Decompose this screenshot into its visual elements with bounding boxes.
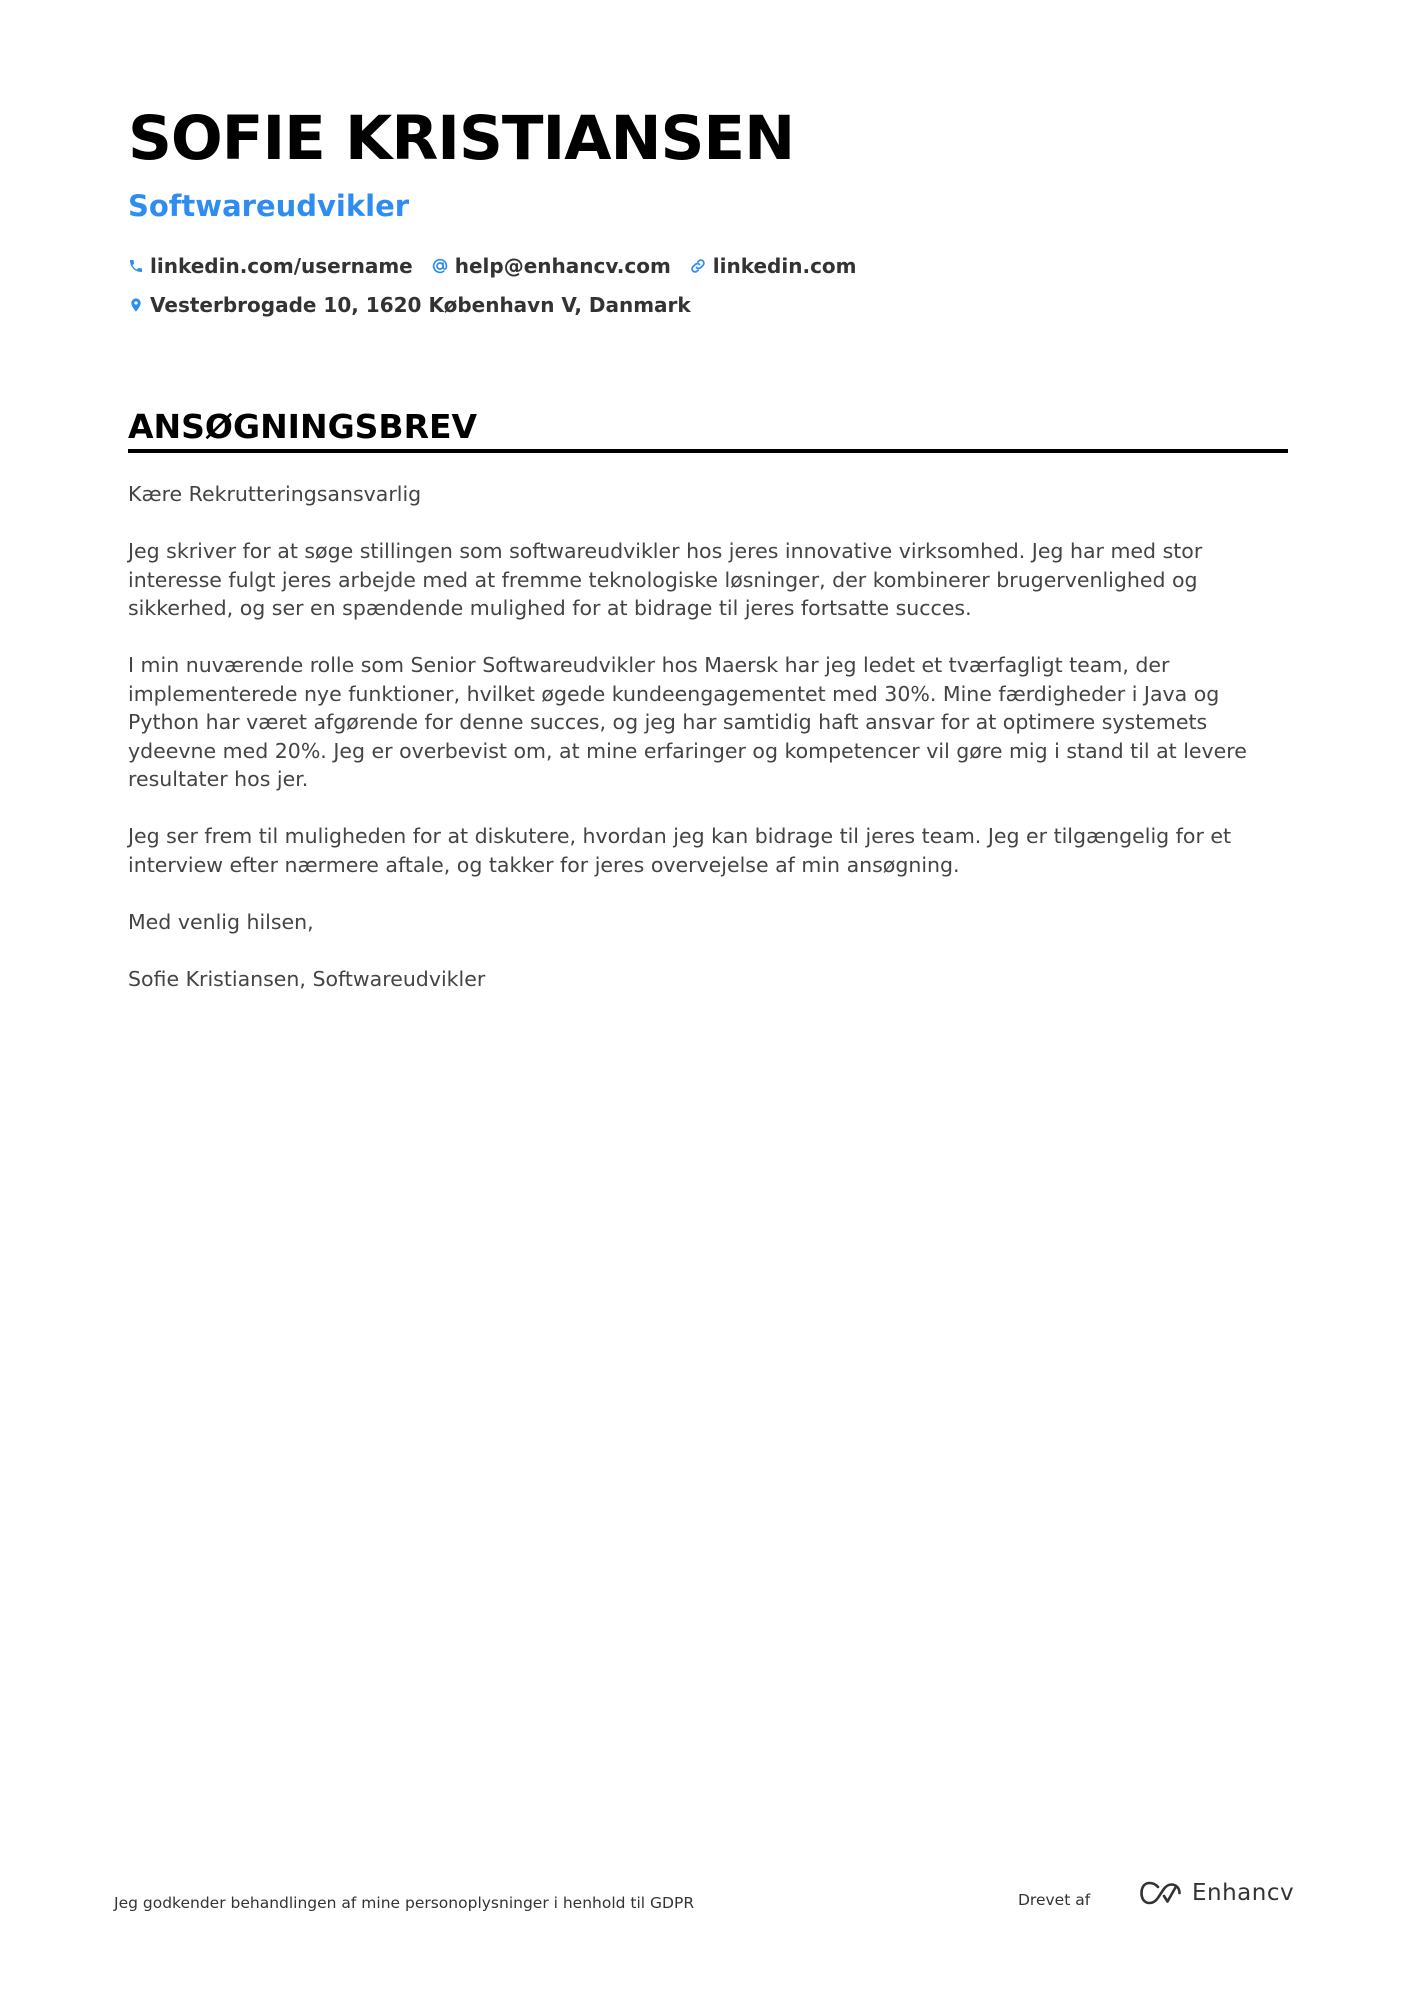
contact-email[interactable] bbox=[431, 254, 671, 278]
contact-location bbox=[128, 293, 691, 317]
contact-row-primary bbox=[128, 254, 857, 278]
enhancv-logo-text: Enhancv bbox=[1192, 1880, 1295, 1906]
enhancv-logo-icon bbox=[1138, 1880, 1184, 1906]
at-icon bbox=[431, 257, 449, 275]
powered-by-label: Drevet af bbox=[1018, 1891, 1091, 1909]
phone-icon bbox=[128, 258, 144, 274]
letter-greeting: Kære Rekrutteringsansvarlig bbox=[128, 482, 422, 506]
gdpr-consent: Jeg godkender behandlingen af mine personoplysninger i henhold til GDPR bbox=[114, 1894, 695, 1912]
section-title: ANSØGNINGSBREV bbox=[128, 407, 478, 446]
letter-paragraph: I min nuværende rolle som Senior Softwareudvikler hos Maersk har jeg ledet et tværfagligt team, der implementerede nye funktioner, hvilket øgede kundeengagementet med 30%. Mine færdigheder i Java og Python har været afgørende for denne succes, og jeg har samtidig haft ansvar for at optimere systemets ydeevne med 20%. Jeg er overbevist om, at mine erfaringer og kompetencer vil gøre mig i stand til at levere resultater hos jer. bbox=[128, 653, 1247, 791]
enhancv-logo[interactable] bbox=[1138, 1880, 1294, 1906]
letter-body bbox=[128, 480, 1288, 1022]
contact-phone bbox=[128, 254, 413, 278]
contact-link-text[interactable]: linkedin.com bbox=[712, 254, 857, 278]
link-icon bbox=[689, 257, 707, 275]
letter-paragraph: Jeg skriver for at søge stillingen som softwareudvikler hos jeres innovative virksomhed. Jeg har med stor interesse fulgt jeres arbejde med at fremme teknologiske løsninger, der kombinerer brugervenlighed og sikkerhed, og ser en spændende mulighed for at bidrage til jeres fortsatte succes. bbox=[128, 539, 1203, 620]
location-pin-icon bbox=[128, 296, 144, 314]
contact-row-secondary bbox=[128, 293, 691, 317]
contact-location-text: Vesterbrogade 10, 1620 København V, Danmark bbox=[150, 293, 691, 317]
contact-link[interactable] bbox=[689, 254, 857, 278]
contact-email-text[interactable]: help@enhancv.com bbox=[454, 254, 671, 278]
section-divider bbox=[128, 449, 1288, 453]
letter-paragraph: Jeg ser frem til muligheden for at diskutere, hvordan jeg kan bidrage til jeres team. Jeg er tilgængelig for et interview efter nærmere aftale, og takker for jeres overvejelse af min ansøgning. bbox=[128, 824, 1232, 877]
applicant-name: SOFIE KRISTIANSEN bbox=[128, 103, 795, 174]
letter-signature: Sofie Kristiansen, Softwareudvikler bbox=[128, 966, 486, 991]
applicant-role: Softwareudvikler bbox=[128, 189, 410, 223]
contact-phone-text: linkedin.com/username bbox=[150, 254, 413, 278]
letter-closing: Med venlig hilsen, bbox=[128, 909, 314, 934]
